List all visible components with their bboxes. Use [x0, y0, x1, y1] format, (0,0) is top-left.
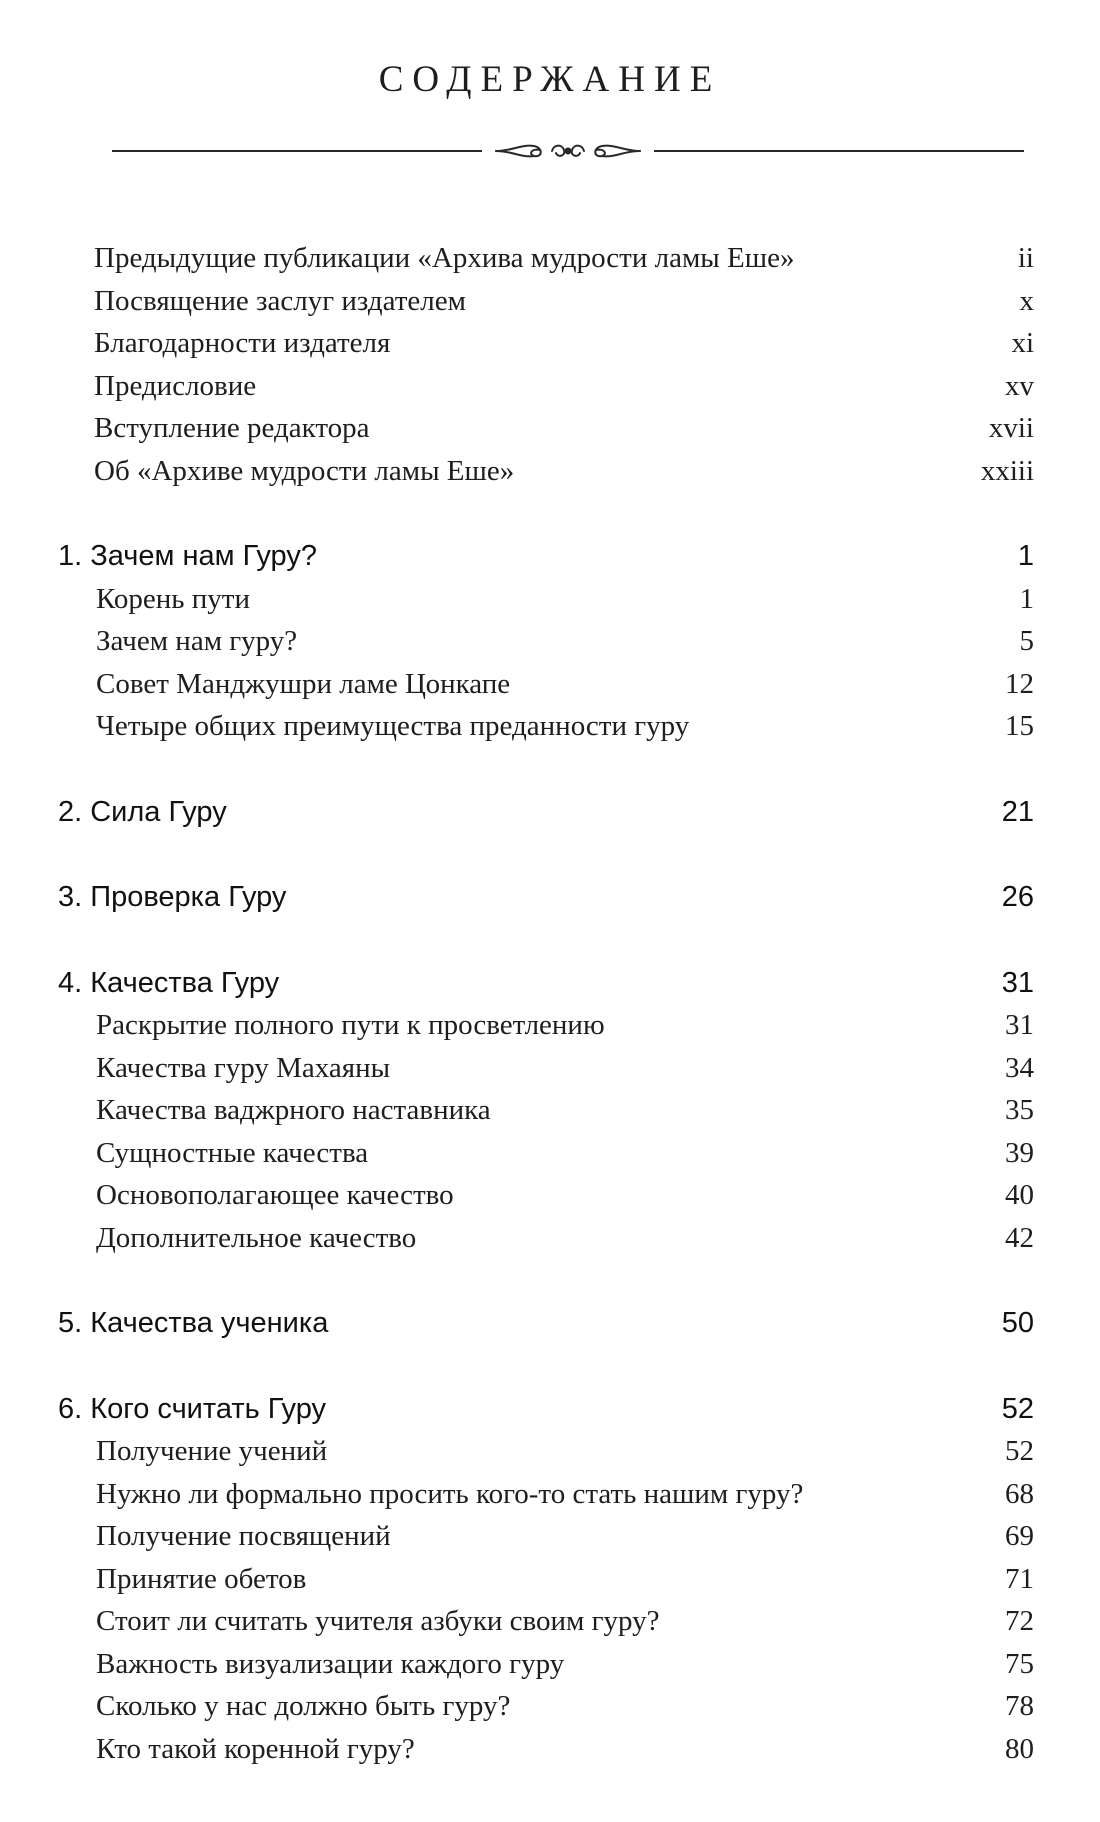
toc-page-number: 15	[1005, 710, 1034, 742]
toc-entry-label: Дополнительное качество	[96, 1221, 417, 1254]
toc-section-entry[interactable]	[0, 1728, 1100, 1771]
toc-page-number: ii	[1017, 242, 1034, 274]
toc-entry-label: Принятие обетов	[96, 1562, 307, 1595]
page-title: СОДЕРЖАНИЕ	[378, 59, 722, 100]
toc-page-number: xv	[1005, 369, 1034, 402]
toc-entry-label: Сколько у нас должно быть гуру?	[96, 1690, 511, 1722]
chapter-group	[0, 962, 1100, 1260]
toc-page-number: 71	[1005, 1562, 1034, 1595]
toc-entry-label: Предисловие	[94, 369, 257, 402]
toc-entry-label: 2. Сила Гуру	[58, 795, 227, 828]
toc-page-number: 1	[1017, 540, 1034, 572]
toc-section-entry[interactable]	[0, 663, 1100, 706]
toc-chapter-entry[interactable]	[0, 1302, 1100, 1345]
toc-entry-label: Раскрытие полного пути к просветлению	[96, 1009, 605, 1041]
divider-line-right	[654, 150, 1024, 152]
toc-section-entry[interactable]	[0, 1600, 1100, 1643]
toc-entry-label: Основополагающее качество	[96, 1179, 454, 1211]
toc-entry-label: 5. Качества ученика	[58, 1307, 329, 1339]
toc-chapter-entry[interactable]	[0, 791, 1100, 834]
toc-page-number: 52	[1001, 1392, 1034, 1425]
toc-entry-label: Совет Манджушри ламе Цонкапе	[96, 667, 511, 700]
toc-entry-label: Об «Архиве мудрости ламы Еше»	[94, 454, 515, 487]
toc-page-number: 40	[1005, 1179, 1034, 1211]
toc-entry-label: Важность визуализации каждого гуру	[96, 1647, 565, 1680]
toc-entry-label: Качества ваджрного наставника	[96, 1094, 491, 1126]
toc-section-entry[interactable]	[0, 1047, 1100, 1090]
toc-entry-label: Четыре общих преимущества преданности гуру	[96, 710, 690, 742]
toc-chapter-entry[interactable]	[0, 876, 1100, 919]
toc-entry-label: Корень пути	[96, 582, 250, 615]
toc-front-matter-entry[interactable]	[0, 365, 1100, 408]
toc-entry-label: Качества гуру Махаяны	[96, 1051, 391, 1084]
toc-section-entry[interactable]	[0, 1217, 1100, 1260]
toc-page-number: 68	[1005, 1477, 1034, 1510]
toc-page-number: 12	[1005, 667, 1034, 700]
toc-chapter-entry[interactable]	[0, 1388, 1100, 1431]
toc-chapter-entry[interactable]	[0, 962, 1100, 1005]
toc-entry-label: Благодарности издателя	[94, 327, 391, 359]
toc-entry-label: Получение посвящений	[96, 1520, 391, 1552]
toc-page-number: 1	[1019, 582, 1034, 615]
toc-page-number: 52	[1005, 1435, 1034, 1467]
toc-page-number: 21	[1001, 795, 1034, 828]
toc-page-number: 34	[1005, 1051, 1034, 1084]
toc-front-matter-entry[interactable]	[0, 322, 1100, 365]
chapter-group	[0, 1302, 1100, 1345]
toc-entry-label: Зачем нам гуру?	[96, 625, 298, 657]
toc-page-number: 26	[1001, 881, 1034, 913]
toc-entry-label: Кто такой коренной гуру?	[96, 1732, 415, 1765]
toc-entry-label: Нужно ли формально просить кого-то стать нашим гуру?	[96, 1477, 804, 1510]
toc-entry-label: Стоит ли считать учителя азбуки своим гуру?	[96, 1605, 660, 1637]
toc-front-matter-entry[interactable]	[0, 237, 1100, 280]
front-matter-group	[0, 237, 1100, 492]
toc-entry-label: 4. Качества Гуру	[58, 966, 280, 999]
toc-page-number: 78	[1005, 1690, 1034, 1722]
toc-chapter-entry[interactable]	[0, 535, 1100, 578]
toc-page-number: 31	[1001, 966, 1034, 999]
toc-page-number: xxiii	[980, 454, 1034, 487]
toc-section-entry[interactable]	[0, 1430, 1100, 1473]
table-of-contents	[0, 237, 1100, 1770]
toc-section-entry[interactable]	[0, 1004, 1100, 1047]
flourish-ornament-icon	[492, 136, 644, 166]
toc-entry-label: 6. Кого считать Гуру	[58, 1392, 327, 1425]
toc-section-entry[interactable]	[0, 1089, 1100, 1132]
toc-page-number: 80	[1005, 1732, 1034, 1765]
toc-section-entry[interactable]	[0, 1473, 1100, 1516]
toc-page-number: 72	[1005, 1605, 1034, 1637]
toc-page-number: xi	[1011, 327, 1034, 359]
chapter-group	[0, 1388, 1100, 1771]
toc-front-matter-entry[interactable]	[0, 280, 1100, 323]
toc-entry-label: Предыдущие публикации «Архива мудрости ламы Еше»	[94, 242, 795, 274]
toc-page-number: 31	[1005, 1009, 1034, 1041]
toc-page-number: 35	[1005, 1094, 1034, 1126]
toc-section-entry[interactable]	[0, 1558, 1100, 1601]
toc-front-matter-entry[interactable]	[0, 407, 1100, 450]
toc-page-number: 50	[1001, 1307, 1034, 1339]
toc-section-entry[interactable]	[0, 1515, 1100, 1558]
chapter-group	[0, 791, 1100, 834]
toc-entry-label: 1. Зачем нам Гуру?	[58, 540, 317, 572]
toc-section-entry[interactable]	[0, 1132, 1100, 1175]
chapter-group	[0, 535, 1100, 748]
toc-entry-label: Сущностные качества	[96, 1136, 369, 1169]
toc-page-number: 42	[1005, 1221, 1034, 1254]
toc-page-number: 75	[1005, 1647, 1034, 1680]
toc-section-entry[interactable]	[0, 1685, 1100, 1728]
toc-entry-label: Получение учений	[96, 1435, 328, 1467]
divider-line-left	[112, 150, 482, 152]
toc-section-entry[interactable]	[0, 578, 1100, 621]
toc-page-number: x	[1019, 284, 1034, 317]
toc-page-number: 5	[1019, 625, 1034, 657]
chapter-group	[0, 876, 1100, 919]
toc-section-entry[interactable]	[0, 620, 1100, 663]
toc-page-number: xvii	[988, 412, 1034, 444]
toc-entry-label: 3. Проверка Гуру	[58, 881, 287, 913]
toc-section-entry[interactable]	[0, 1643, 1100, 1686]
ornamental-divider	[112, 136, 1024, 166]
toc-page-number: 69	[1005, 1520, 1034, 1552]
toc-section-entry[interactable]	[0, 1174, 1100, 1217]
toc-front-matter-entry[interactable]	[0, 450, 1100, 493]
toc-entry-label: Посвящение заслуг издателем	[94, 284, 466, 317]
toc-page-number: 39	[1005, 1136, 1034, 1169]
toc-section-entry[interactable]	[0, 705, 1100, 748]
toc-entry-label: Вступление редактора	[94, 412, 370, 444]
